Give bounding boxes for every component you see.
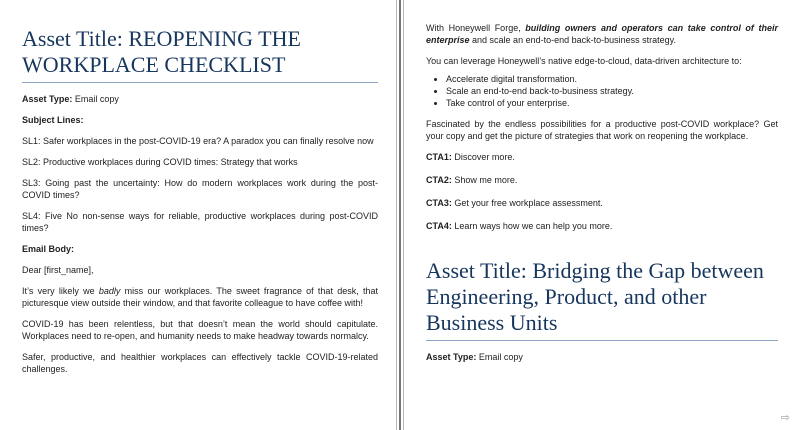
subject-line-3: SL3: Going past the uncertainty: How do modern workplaces work during the post-COVID times? [22,178,378,200]
cta-line-1 [426,151,778,163]
intro-emphasis: building owners and operators can take control of their enterprise [426,23,778,45]
email-body-label [22,243,378,255]
leverage-paragraph: You can leverage Honeywell’s native edge-to-cloud, data-driven architecture to: [426,56,742,66]
email-body-label-text: Email Body: [22,244,75,254]
body-paragraph-1 [22,285,378,309]
list-item: • Scale an end-to-end back-to-business strategy. [446,85,778,97]
cta1-label: CTA1: [426,152,452,162]
greeting: Dear [first_name], [22,265,94,275]
document-page-left [0,0,396,430]
para1-end: miss our workplaces. The sweet fragrance of that desk, that picturesque view outside their window, and that favorite colleague to have coffee with! [22,286,378,308]
cta4-text: Learn ways how we can help you more. [451,221,613,231]
asset-type-label-2: Asset Type: [426,352,477,362]
gutter-line [399,0,401,430]
cta3-label: CTA3: [426,198,452,208]
asset-type-value: Email copy [72,94,119,104]
body-paragraph-2: COVID-19 has been relentless, but that doesn’t mean the world should capitulate. Workplaces need to re-open, and humanity needs to make headway towards normalcy. [22,319,378,341]
cta1-text: Discover more. [451,152,515,162]
fascinated-paragraph: Fascinated by the endless possibilities for a productive post-COVID workplace? Get your copy and get the picture of strategies that work on reopening the workplace. [426,119,778,141]
subject-line-2: SL2: Productive workplaces during COVID times: Strategy that works [22,157,298,167]
asset-title-reopening: Asset Title: REOPENING THE WORKPLACE CHECKLIST [22,26,378,83]
subject-lines-label [22,114,378,126]
asset-title-bridging-gap: Asset Title: Bridging the Gap between Engineering, Product, and other Business Units [426,258,778,341]
list-item: • Accelerate digital transformation. [446,73,778,85]
cta4-label: CTA4: [426,221,452,231]
subject-line-1: SL1: Safer workplaces in the post-COVID-19 era? A paradox you can finally resolve now [22,136,374,146]
page-gutter [396,0,404,430]
intro-end: and scale an end-to-end back-to-business strategy. [469,35,676,45]
subject-line-4: SL4: Five No non-sense ways for reliable, productive workplaces during post-COVID times? [22,211,378,233]
cta-line-4 [426,220,778,232]
asset-type-label: Asset Type: [22,94,73,104]
para1-start: It’s very likely we [22,286,99,296]
body-paragraph-3: Safer, productive, and healthier workplaces can effectively tackle COVID-19-related challenges. [22,352,378,374]
cta2-text: Show me more. [451,175,518,185]
asset-type-line [22,93,378,105]
intro-paragraph [426,22,778,46]
list-item: • Take control of your enterprise. [446,97,778,109]
arrow-right-icon[interactable]: ⇨ [780,412,790,424]
asset-type-value-2: Email copy [476,352,523,362]
cta-line-2 [426,174,778,186]
para1-emphasis: badly [98,286,121,296]
cta3-text: Get your free workplace assessment. [451,198,603,208]
asset-type-line-2 [426,351,778,363]
cta-line-3 [426,197,778,209]
benefit-list [426,73,778,109]
document-page-right [404,0,800,430]
cta2-label: CTA2: [426,175,452,185]
intro-start: With Honeywell Forge, [426,23,526,33]
subject-lines-label-text: Subject Lines: [22,115,84,125]
